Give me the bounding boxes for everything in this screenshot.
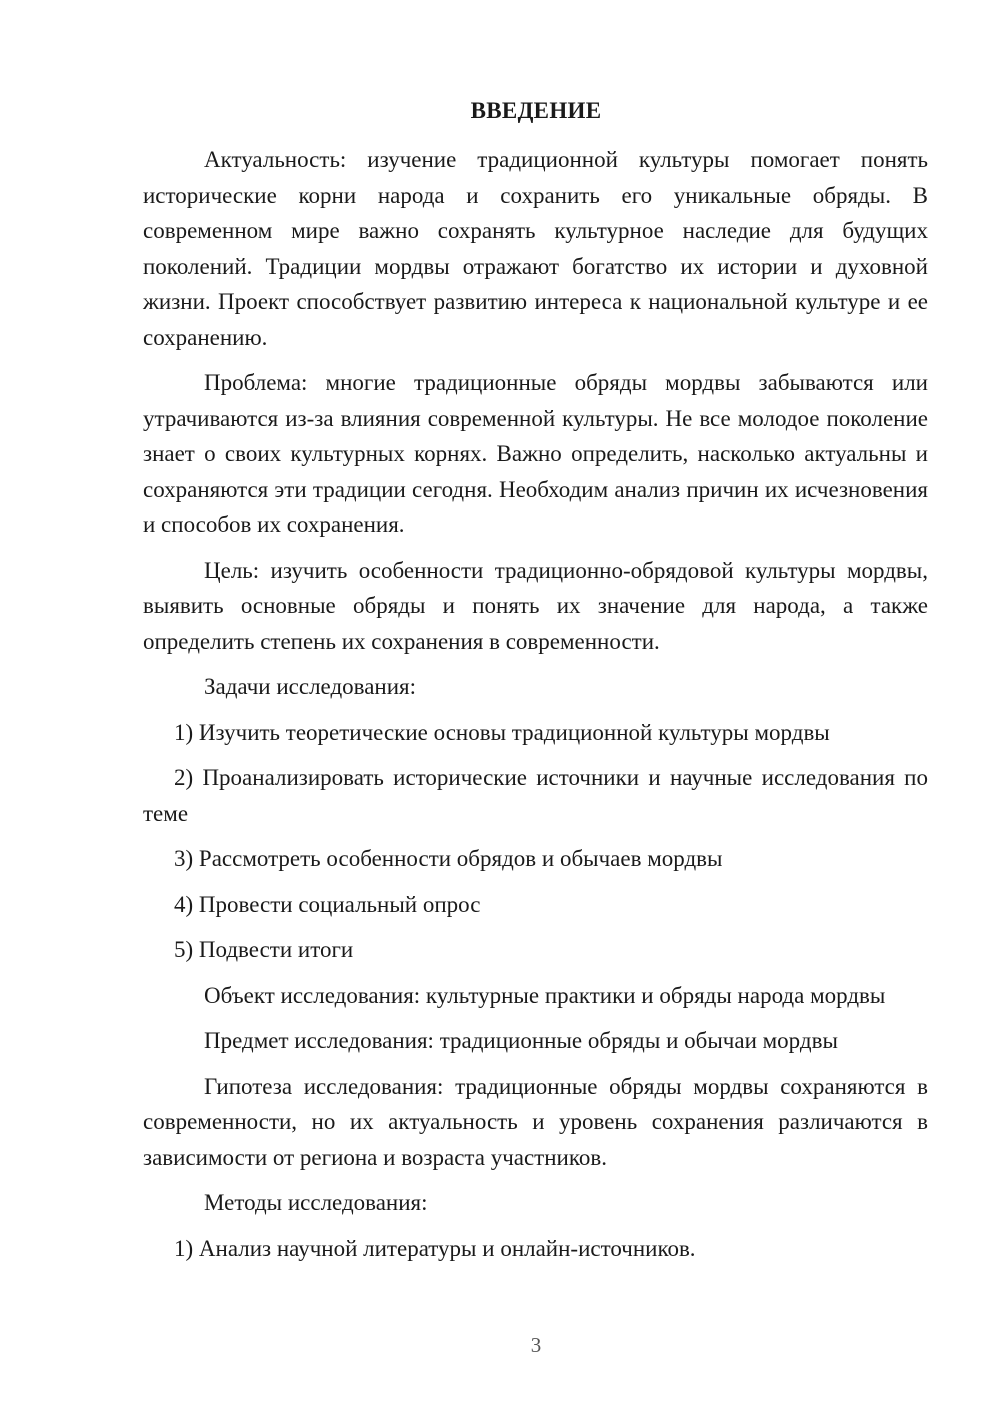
paragraph-goal: Цель: изучить особенности традиционно-обрядовой культуры мордвы, выявить основные обряды и понять их значение для народа, а также определить степень их сохранения в современности.: [143, 557, 928, 654]
paragraph-relevance: Актуальность: изучение традиционной культуры помогает понять исторические корни народа и сохранить его уникальные обряды. В современном мире важно сохранять культурное наследие для будущих поколений. Традиции мордвы отражают богатство их истории и духовной жизни. Проект способствует развитию интереса к национальной культуре и ее сохранению.: [143, 147, 928, 350]
task-item: 5) Подвести итоги: [174, 937, 354, 962]
paragraph-hypothesis: Гипотеза исследования: традиционные обряды мордвы сохраняются в современности, но их актуальность и уровень сохранения различаются в зависимости от региона и возраста участников.: [143, 1073, 928, 1170]
paragraph-object: Объект исследования: культурные практики и обряды народа мордвы: [204, 982, 886, 1008]
document-body: [143, 142, 928, 1276]
tasks-title: Задачи исследования:: [204, 674, 417, 699]
paragraph-subject: Предмет исследования: традиционные обряды и обычаи мордвы: [204, 1028, 838, 1053]
page-title: ВВЕДЕНИЕ: [470, 98, 602, 123]
task-item: 4) Провести социальный опрос: [174, 891, 481, 917]
methods-title: Методы исследования:: [204, 1190, 428, 1215]
task-item: 3) Рассмотреть особенности обрядов и обычаев мордвы: [174, 846, 723, 871]
task-item: 1) Изучить теоретические основы традиционной культуры мордвы: [174, 719, 830, 745]
paragraph-problem: Проблема: многие традиционные обряды мордвы забываются или утрачиваются из-за влияния современной культуры. Не все молодое поколение знает о своих культурных корнях. Важно определить, насколько актуальны и сохраняются эти традиции сегодня. Необходим анализ причин их исчезновения и способов их сохранения.: [143, 370, 928, 537]
method-item: 1) Анализ научной литературы и онлайн-источников.: [174, 1235, 696, 1261]
page-number: 3: [530, 1333, 542, 1357]
task-item: 2) Проанализировать исторические источники и научные исследования по теме: [143, 765, 928, 826]
